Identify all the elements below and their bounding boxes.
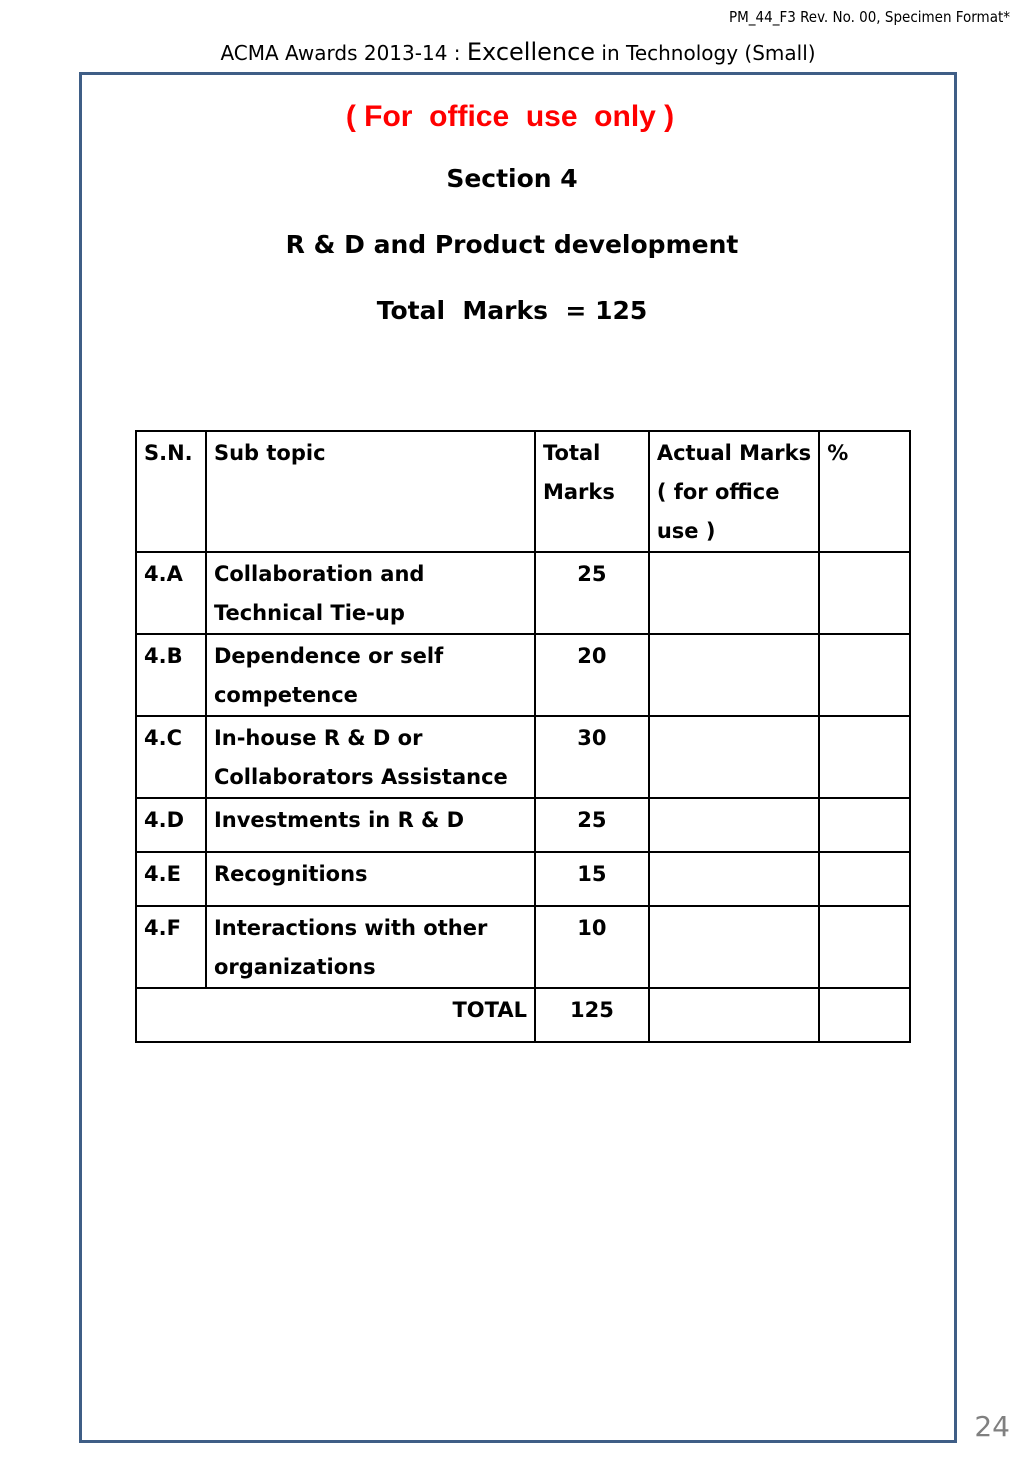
row-topic-line1: Interactions with other bbox=[213, 916, 488, 940]
table-row bbox=[136, 552, 910, 634]
row-actual-marks-cell[interactable] bbox=[649, 552, 819, 634]
row-sub-topic bbox=[206, 552, 535, 634]
form-code: PM_44_F3 Rev. No. 00, Specimen Format* bbox=[729, 8, 1010, 26]
header-actual-marks-line3: use ) bbox=[656, 519, 716, 543]
row-total-marks: 20 bbox=[535, 634, 649, 716]
total-actual-marks-cell[interactable] bbox=[649, 988, 819, 1042]
row-sub-topic bbox=[206, 798, 535, 852]
title-suffix: in Technology (Small) bbox=[595, 41, 816, 65]
row-topic-line1: Investments in R & D bbox=[213, 808, 465, 832]
header-total-marks-line1: Total bbox=[542, 441, 601, 465]
row-percent-cell[interactable] bbox=[819, 552, 910, 634]
row-sn: 4.A bbox=[136, 552, 206, 634]
header-percent: % bbox=[819, 431, 910, 552]
row-total-marks: 30 bbox=[535, 716, 649, 798]
row-sn: 4.B bbox=[136, 634, 206, 716]
header-actual-marks bbox=[649, 431, 819, 552]
page-number: 24 bbox=[974, 1410, 1010, 1443]
row-percent-cell[interactable] bbox=[819, 716, 910, 798]
row-topic-line2: Technical Tie-up bbox=[213, 601, 405, 625]
row-total-marks: 15 bbox=[535, 852, 649, 906]
row-topic-line2: competence bbox=[213, 683, 358, 707]
row-sn: 4.D bbox=[136, 798, 206, 852]
row-actual-marks-cell[interactable] bbox=[649, 906, 819, 988]
section-total-marks: Total Marks = 125 bbox=[376, 296, 648, 325]
header-actual-marks-line2: ( for office bbox=[656, 480, 780, 504]
row-total-marks: 25 bbox=[535, 798, 649, 852]
row-topic-line1: In-house R & D or bbox=[213, 726, 423, 750]
table-header-row bbox=[136, 431, 910, 552]
row-actual-marks-cell[interactable] bbox=[649, 798, 819, 852]
row-topic-line1: Recognitions bbox=[213, 862, 368, 886]
row-actual-marks-cell[interactable] bbox=[649, 716, 819, 798]
header-sn: S.N. bbox=[136, 431, 206, 552]
total-value: 125 bbox=[535, 988, 649, 1042]
row-percent-cell[interactable] bbox=[819, 634, 910, 716]
total-label: TOTAL bbox=[136, 988, 535, 1042]
row-topic-line1: Dependence or self bbox=[213, 644, 444, 668]
row-sub-topic bbox=[206, 716, 535, 798]
row-sn: 4.C bbox=[136, 716, 206, 798]
row-percent-cell[interactable] bbox=[819, 798, 910, 852]
row-topic-line2: organizations bbox=[213, 955, 376, 979]
table-row bbox=[136, 906, 910, 988]
row-actual-marks-cell[interactable] bbox=[649, 634, 819, 716]
row-actual-marks-cell[interactable] bbox=[649, 852, 819, 906]
document-title bbox=[0, 38, 1024, 66]
header-total-marks-line2: Marks bbox=[542, 480, 615, 504]
row-sub-topic bbox=[206, 906, 535, 988]
header-sub-topic: Sub topic bbox=[206, 431, 535, 552]
row-percent-cell[interactable] bbox=[819, 906, 910, 988]
section-number: Section 4 bbox=[446, 164, 578, 193]
table-row bbox=[136, 852, 910, 906]
title-emphasis: Excellence bbox=[466, 38, 596, 66]
header-actual-marks-line1: Actual Marks bbox=[656, 441, 812, 465]
total-percent-cell[interactable] bbox=[819, 988, 910, 1042]
row-sub-topic bbox=[206, 634, 535, 716]
header-total-marks bbox=[535, 431, 649, 552]
table-row bbox=[136, 716, 910, 798]
office-use-note: ( For office use only ) bbox=[345, 100, 675, 133]
table-row bbox=[136, 634, 910, 716]
marks-table bbox=[135, 430, 911, 1043]
table-total-row bbox=[136, 988, 910, 1042]
row-total-marks: 25 bbox=[535, 552, 649, 634]
section-name: R & D and Product development bbox=[285, 230, 739, 259]
row-topic-line2: Collaborators Assistance bbox=[213, 765, 508, 789]
row-sn: 4.E bbox=[136, 852, 206, 906]
row-sub-topic bbox=[206, 852, 535, 906]
row-topic-line1: Collaboration and bbox=[213, 562, 425, 586]
title-prefix: ACMA Awards 2013-14 : bbox=[220, 41, 467, 65]
table-row bbox=[136, 798, 910, 852]
row-sn: 4.F bbox=[136, 906, 206, 988]
row-percent-cell[interactable] bbox=[819, 852, 910, 906]
row-total-marks: 10 bbox=[535, 906, 649, 988]
